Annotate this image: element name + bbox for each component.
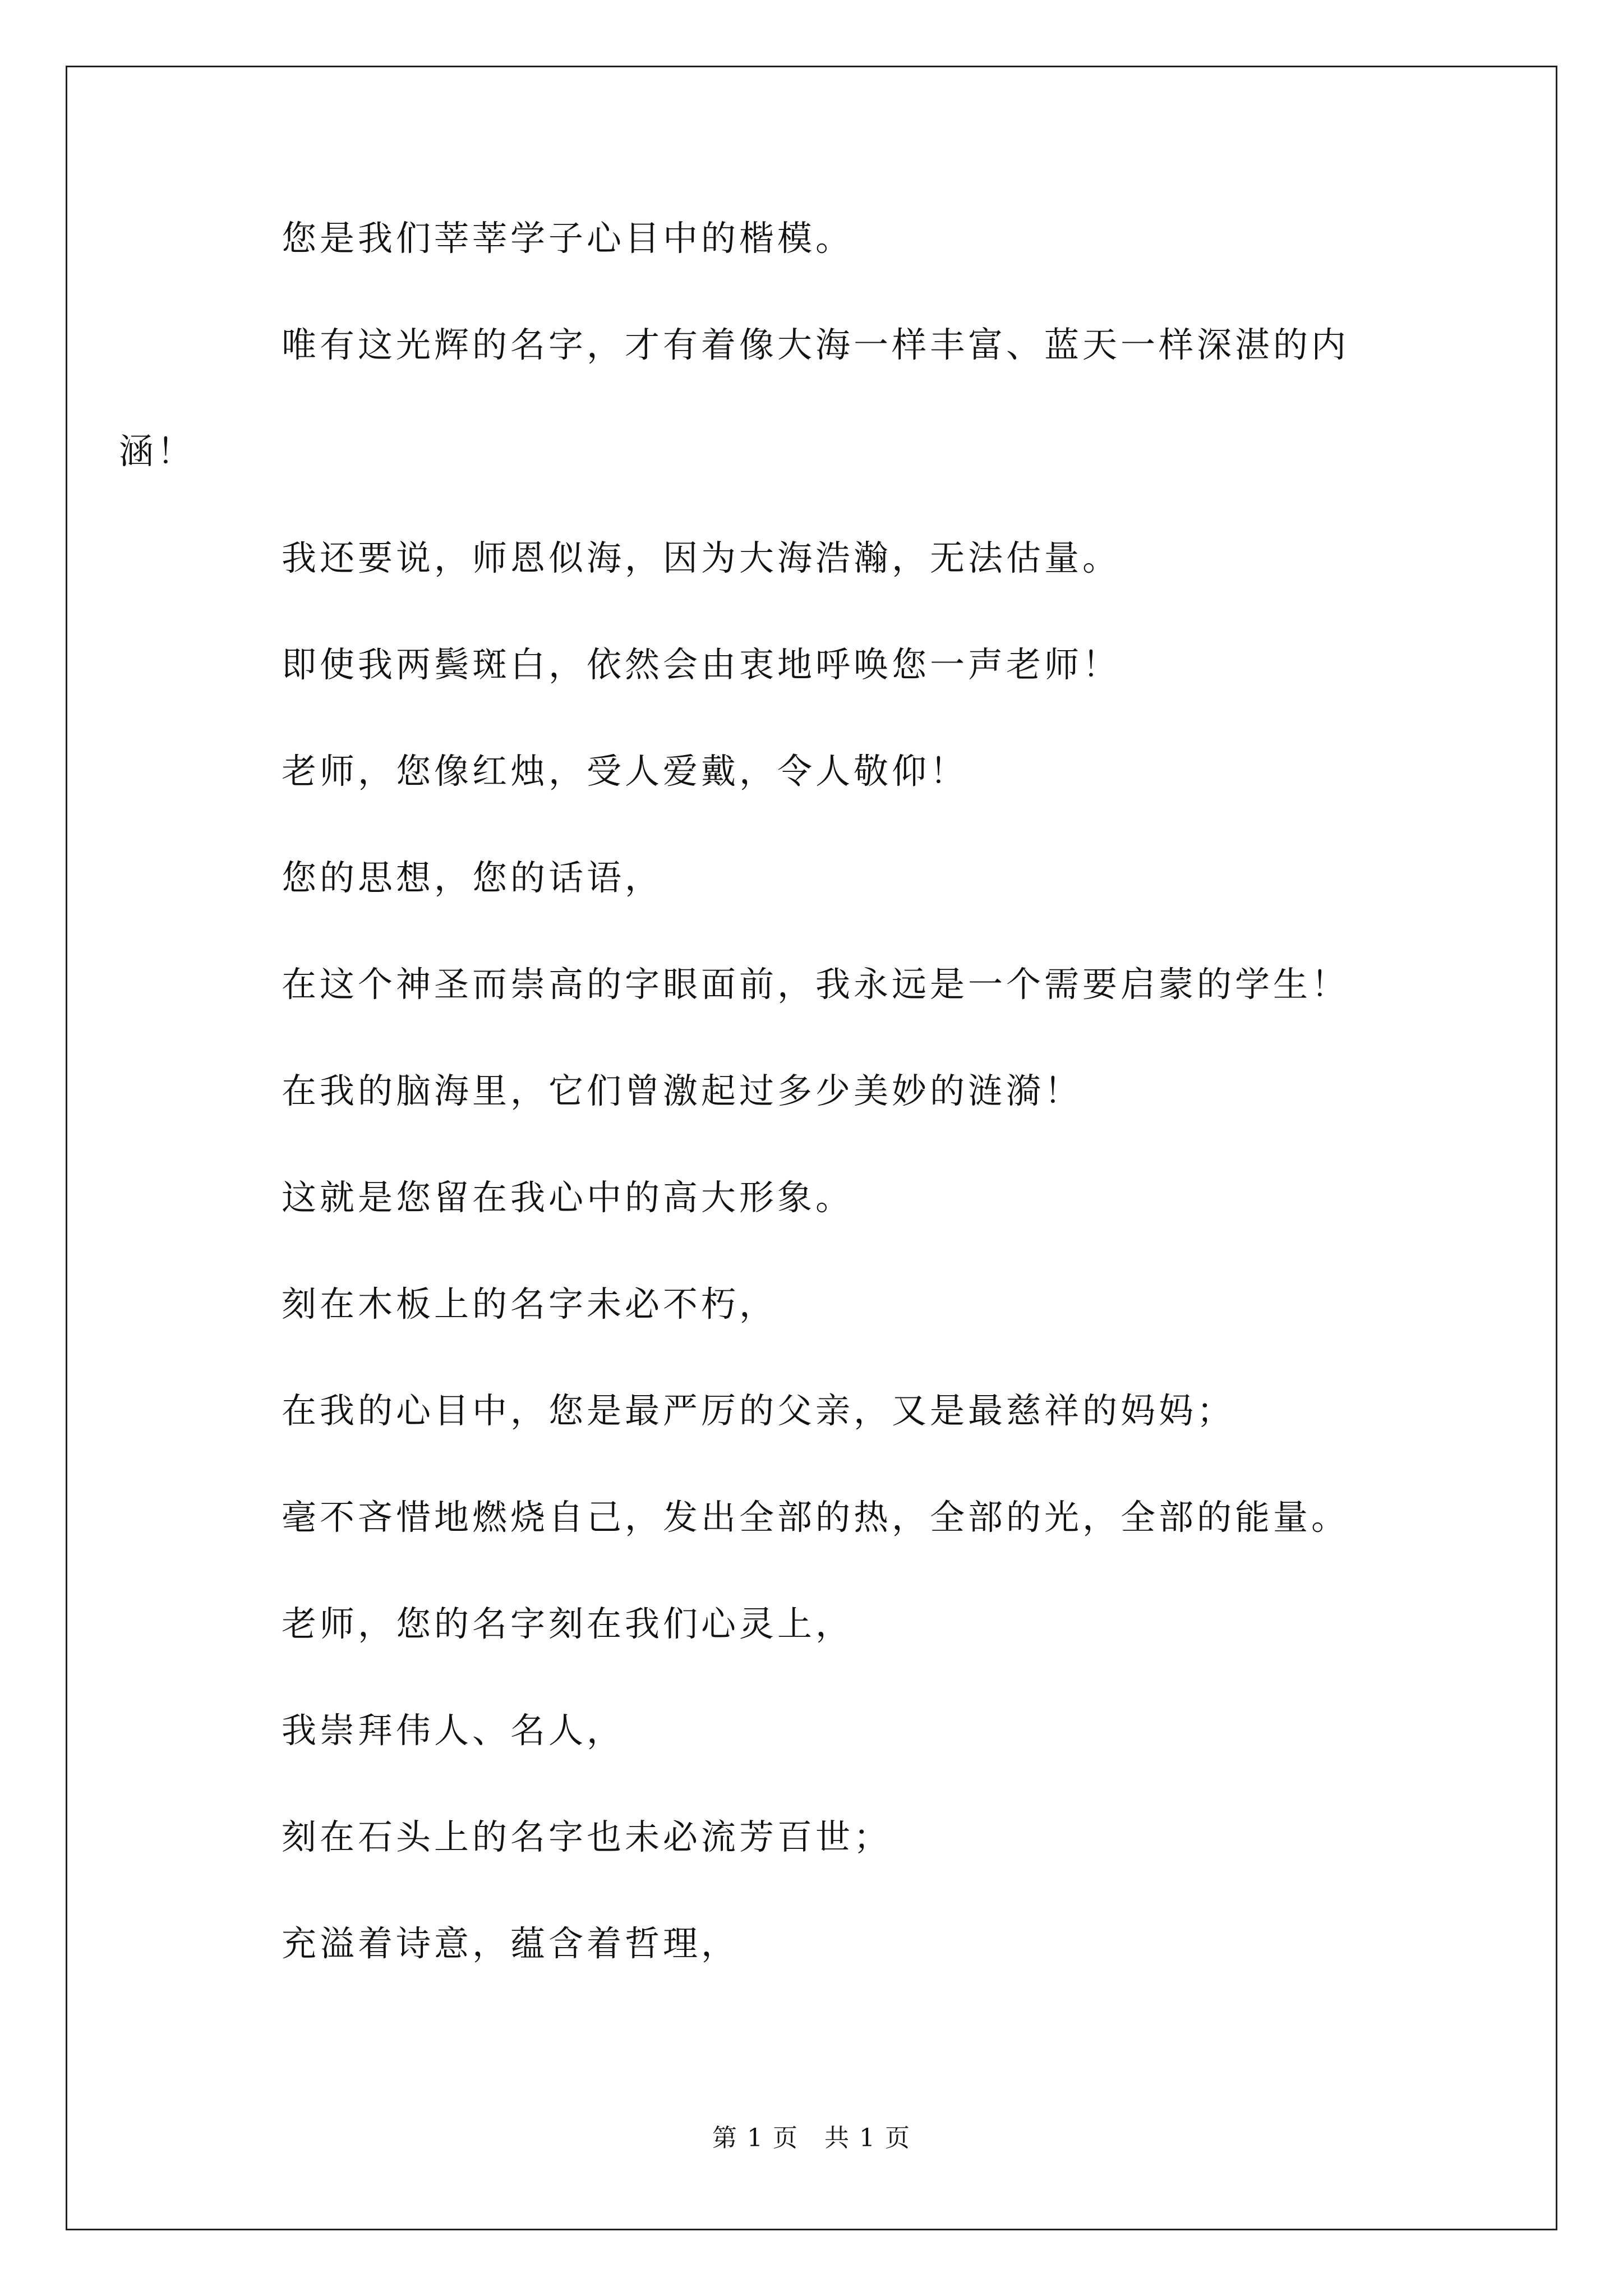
- paragraph: 在这个神圣而崇高的字眼面前，我永远是一个需要启蒙的学生！: [282, 964, 1350, 1005]
- paragraph: 刻在石头上的名字也未必流芳百世；: [282, 1816, 892, 1857]
- paragraph: 这就是您留在我心中的高大形象。: [282, 1177, 854, 1218]
- page-footer: 第 1 页 共 1 页: [712, 2124, 911, 2152]
- paragraph: 老师，您像红烛，受人爱戴，令人敬仰！: [282, 751, 969, 792]
- paragraph: 毫不吝惜地燃烧自己，发出全部的热，全部的光，全部的能量。: [282, 1497, 1350, 1538]
- paragraph-line: 唯有这光辉的名字，才有着像大海一样丰富、蓝天一样深湛的内: [282, 324, 1350, 365]
- document-body: [119, 213, 1434, 2025]
- paragraph-continuation: 涵！: [119, 431, 196, 472]
- paragraph: 即使我两鬓斑白，依然会由衷地呼唤您一声老师！: [282, 644, 1121, 685]
- paragraph: 我崇拜伟人、名人，: [282, 1710, 625, 1751]
- paragraph: [119, 320, 1434, 477]
- paragraph: 刻在木板上的名字未必不朽，: [282, 1283, 778, 1324]
- paragraph: 您是我们莘莘学子心目中的楷模。: [282, 218, 854, 259]
- paragraph: 我还要说，师恩似海，因为大海浩瀚，无法估量。: [282, 537, 1121, 578]
- paragraph: 在我的脑海里，它们曾激起过多少美妙的涟漪！: [282, 1070, 1083, 1111]
- paragraph: 充溢着诗意，蕴含着哲理，: [282, 1923, 740, 1964]
- paragraph: 在我的心目中，您是最严厉的父亲，又是最慈祥的妈妈；: [282, 1390, 1235, 1431]
- paragraph: 您的思想，您的话语，: [282, 857, 663, 898]
- paragraph: 老师，您的名字刻在我们心灵上，: [282, 1603, 854, 1644]
